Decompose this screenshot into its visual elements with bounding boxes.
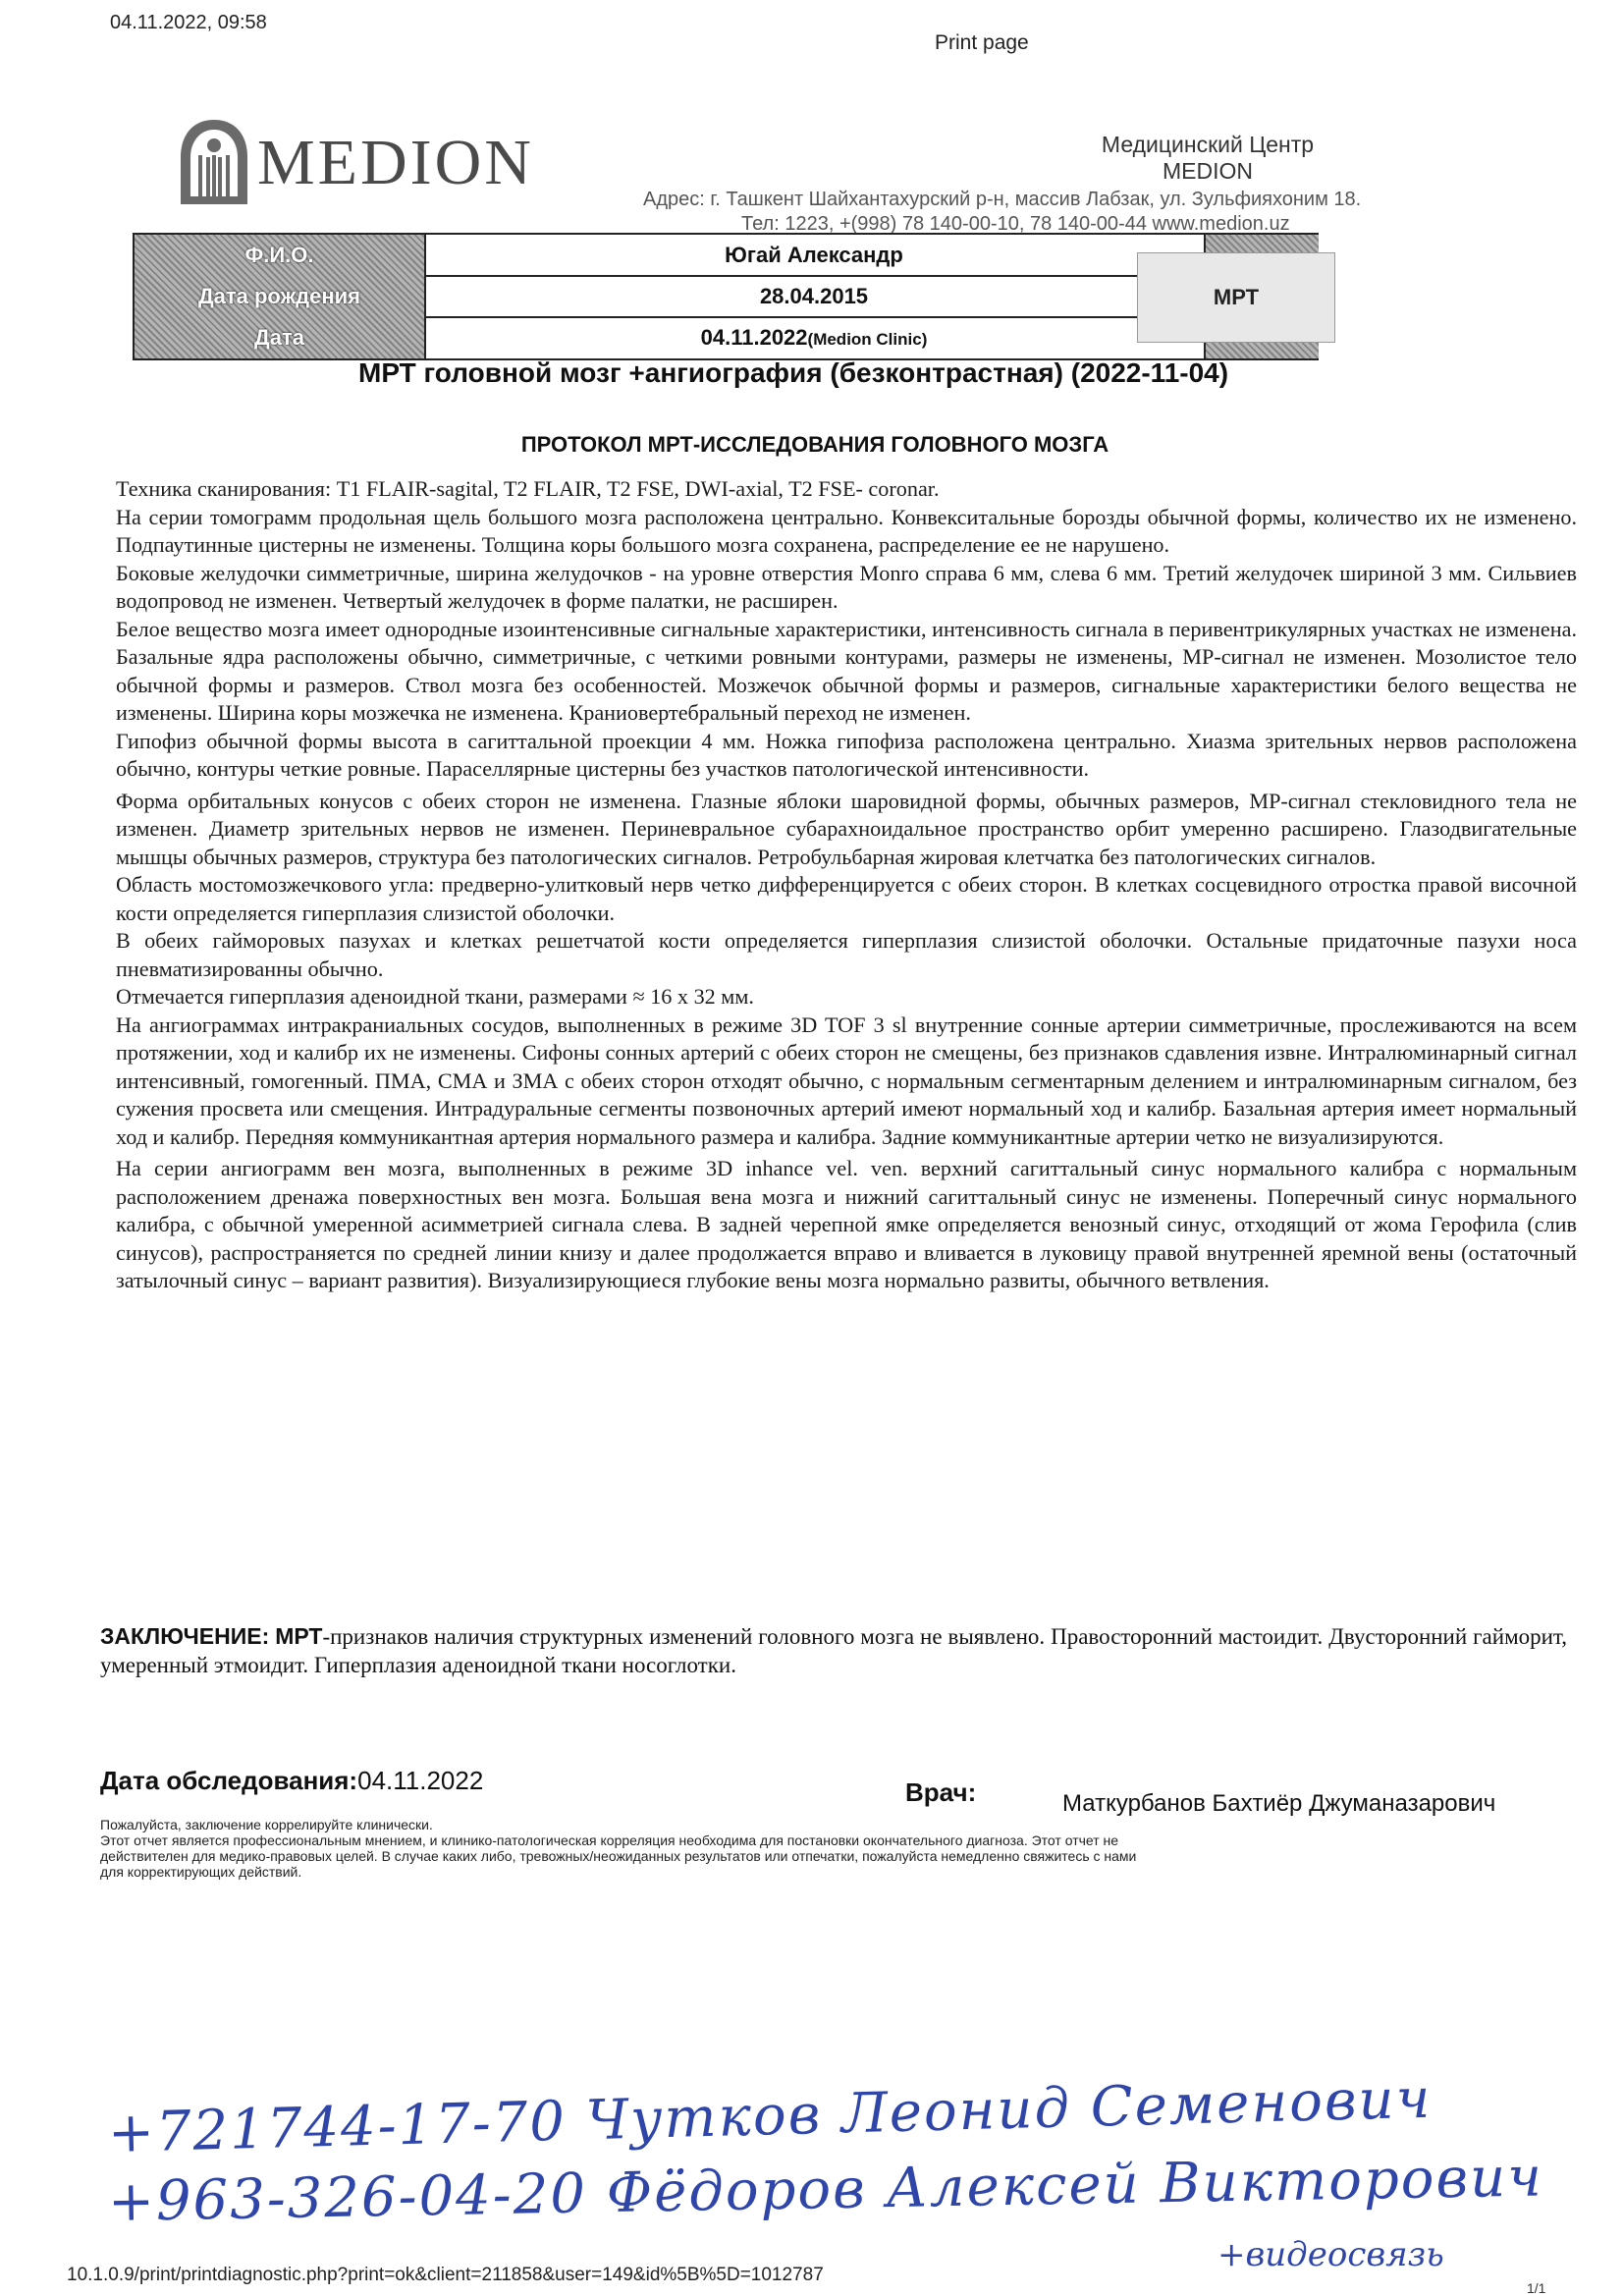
conclusion-label: ЗАКЛЮЧЕНИЕ: <box>100 1623 270 1649</box>
report-paragraph-technique: Техника сканирования: T1 FLAIR-sagital, T2 FLAIR, T2 FSE, DWI-axial, T2 FSE- coronar. <box>116 476 940 501</box>
exam-date-value: 04.11.2022 <box>357 1766 484 1795</box>
report-paragraph-arteries: На ангиограммах интракраниальных сосудов, выполненных в режиме 3D TOF 3 sl внутренние сонные артерии симметричные, прослеживаются на всем протяжении, ход и калибр их не изменены. Сифоны сонных артерий с обеих сторон не смещены, без признаков сдавления извне. Интралюминарный сигнал интенсивный, гомогенный. ПМА, СМА и ЗМА с обеих сторон отходят обычно, с нормальным сегментарным делением и интралюминарным сигналом, без сужения просвета или смещения. Интрадуральные сегменты позвоночных артерий имеют нормальный ход и калибр. Базальная артерия имеет нормальный ход и калибр. Передняя коммуникантная артерия нормального размера и калибра. Задние коммуникантные артерии четко не визуализируются. <box>116 1011 1577 1149</box>
report-paragraph-veins: На серии ангиограмм вен мозга, выполненных в режиме 3D inhance vel. ven. верхний сагиттальный синус нормального калибра с нормальным расположением дренажа поверхностных вен мозга. Большая вена мозга и нижний сагиттальный синус не изменены. Поперечный синус нормального калибра, с обычной умеренной асимметрией сигнала слева. В задней черепной ямке определяется венозный синус, отходящий от жома Герофила (слив синусов), распространяется по средней линии книзу и далее продолжается вправо и вливается в луковицу правой внутренней яремной вены (остаточный затылочный синус – вариант развития). Визуализирующиеся глубокие вены мозга нормально развиты, обычного ветвления. <box>116 1156 1577 1292</box>
birth-date-label: Дата рождения <box>197 284 361 308</box>
handwritten-note-line-3: +видеосвязь <box>1217 2235 1444 2274</box>
footer-url: 10.1.0.9/print/printdiagnostic.php?print=ok&client=211858&user=149&id%5B%5D=1012787 <box>67 2265 824 2285</box>
print-timestamp: 04.11.2022, 09:58 <box>110 12 267 33</box>
modality-column <box>1204 235 1319 358</box>
exam-date-label: Дата обследования: <box>100 1766 358 1795</box>
conclusion <box>100 1622 1567 1679</box>
disclaimer-line: действителен для медико-правовых целей. В случае каких либо, тревожных/неожиданных результатов или отпечатки, пожалуйста немедленно свяжитесь с нами <box>100 1848 1137 1864</box>
center-name-brand: MEDION <box>1163 158 1253 184</box>
report-paragraph-cortex: На серии томограмм продольная щель большого мозга расположена центрально. Конвекситальные борозды обычной формы, количество их не изменено. Подпаутинные цистерны не изменены. Толщина коры большого мозга сохранена, распределение ее не нарушено. <box>116 504 1577 557</box>
center-phone: Тел: 1223, +(998) 78 140-00-10, 78 140-00-44 www.medion.uz <box>741 213 1290 235</box>
disclaimer-line: Этот отчет является профессиональным мнением, и клинико-патологическая корреляция необходима для постановки окончательного диагноза. Этот отчет не <box>100 1832 1119 1848</box>
report-paragraph-white-matter: Белое вещество мозга имеет однородные изоинтенсивные сигнальные характеристики, интенсивность сигнала в перивентрикулярных участках не изменена. Базальные ядра расположены обычно, симметричные, с четкими ровными контурами, размеры не изменены, МР-сигнал не изменен. Мозолистое тело обычной формы и размеров. Ствол мозга без особенностей. Мозжечок обычной формы и размеров, сигнальные характеристики белого вещества не изменены. Ширина коры мозжечка не изменена. Краниовертебральный переход не изменен. <box>116 616 1577 725</box>
disclaimer-line: Пожалуйста, заключение коррелируйте клинически. <box>100 1817 433 1832</box>
report-paragraph-pituitary: Гипофиз обычной формы высота в сагиттальной проекции 4 мм. Ножка гипофиза расположена центрально. Хиазма зрительных нервов расположена обычно, контуры четкие ровные. Параселлярные цистерны без участков патологической интенсивности. <box>116 728 1577 781</box>
disclaimer-line: для корректирующих действий. <box>100 1864 302 1880</box>
doctor-label: Врач: <box>905 1777 977 1807</box>
center-address: Адрес: г. Ташкент Шайхантахурский р-н, массив Лабзак, ул. Зульфияхоним 18. <box>643 189 1362 210</box>
visit-date-value <box>426 317 1202 357</box>
handwritten-note-line-2: +963-326-04-20 Фёдоров Алексей Викторович <box>107 2145 1544 2234</box>
patient-name-value: Югай Александр <box>426 235 1202 277</box>
exam-date <box>100 1766 483 1796</box>
report-paragraph-cerebellopontine: Область мостомозжечкового угла: предверно-улитковый нерв четко дифференцируется с обеих сторон. В клетках сосцевидного отростка правой височной кости определяется гиперплазия слизистой оболочки. <box>116 872 1577 925</box>
visit-date-label: Дата <box>254 325 304 350</box>
report-paragraph-orbits: Форма орбитальных конусов с обеих сторон не изменена. Глазные яблоки шаровидной формы, обычных размеров, МР-сигнал стекловидного тела не изменен. Диаметр зрительных нервов не изменен. Периневральное субарахноидальное пространство орбит умеренно расширено. Глазодвигательные мышцы обычных размеров, структура без патологических сигналов. Ретробульбарная жировая клетчатка без патологических сигналов. <box>116 788 1577 869</box>
visit-date-note: (Medion Clinic) <box>807 330 928 349</box>
center-name: Медицинский Центр <box>1101 132 1315 157</box>
medion-logo-text: MEDION <box>257 127 534 198</box>
protocol-title: ПРОТОКОЛ МРТ-ИССЛЕДОВАНИЯ ГОЛОВНОГО МОЗГА <box>520 432 1109 457</box>
print-page-title: Print page <box>935 31 1029 54</box>
report-paragraph-sinuses: В обеих гайморовых пазухах и клетках решетчатой кости определяется гиперплазия слизистой оболочки. Остальные придаточные пазухи носа пневматизированны обычно. <box>116 928 1577 981</box>
patient-name-label: Ф.И.О. <box>244 243 314 267</box>
birth-date-value: 28.04.2015 <box>426 276 1202 318</box>
footer-page-number: 1/1 <box>1527 2280 1546 2296</box>
report-body <box>116 475 1577 1295</box>
medion-logo-icon <box>175 116 253 209</box>
report-paragraph-adenoid: Отмечается гиперплазия аденоидной ткани, размерами ≈ 16 х 32 мм. <box>116 984 754 1009</box>
disclaimer <box>100 1817 1396 1880</box>
modality-badge: МРТ <box>1137 252 1335 343</box>
handwritten-note-line-1: +721744-17-70 Чутков Леонид Семенович <box>107 2066 1434 2165</box>
conclusion-mrt: МРТ <box>275 1623 323 1649</box>
visit-date: 04.11.2022 <box>700 325 808 350</box>
report-paragraph-ventricles: Боковые желудочки симметричные, ширина желудочков - на уровне отверстия Monro справа 6 мм, слева 6 мм. Третий желудочек шириной 3 мм. Сильвиев водопровод не изменен. Четвертый желудочек в форме палатки, не расширен. <box>116 560 1577 613</box>
patient-label-column <box>135 235 426 358</box>
study-title: МРТ головной мозг +ангиография (безконтрастная) (2022-11-04) <box>358 357 1229 388</box>
conclusion-text: -признаков наличия структурных изменений головного мозга не выявлено. Правосторонний мастоидит. Двусторонний гайморит, умеренный этмоидит. Гиперплазия аденоидной ткани носоглотки. <box>100 1624 1567 1677</box>
patient-info-table <box>133 233 1319 360</box>
doctor-name: Маткурбанов Бахтиёр Джуманазарович <box>1062 1790 1496 1817</box>
